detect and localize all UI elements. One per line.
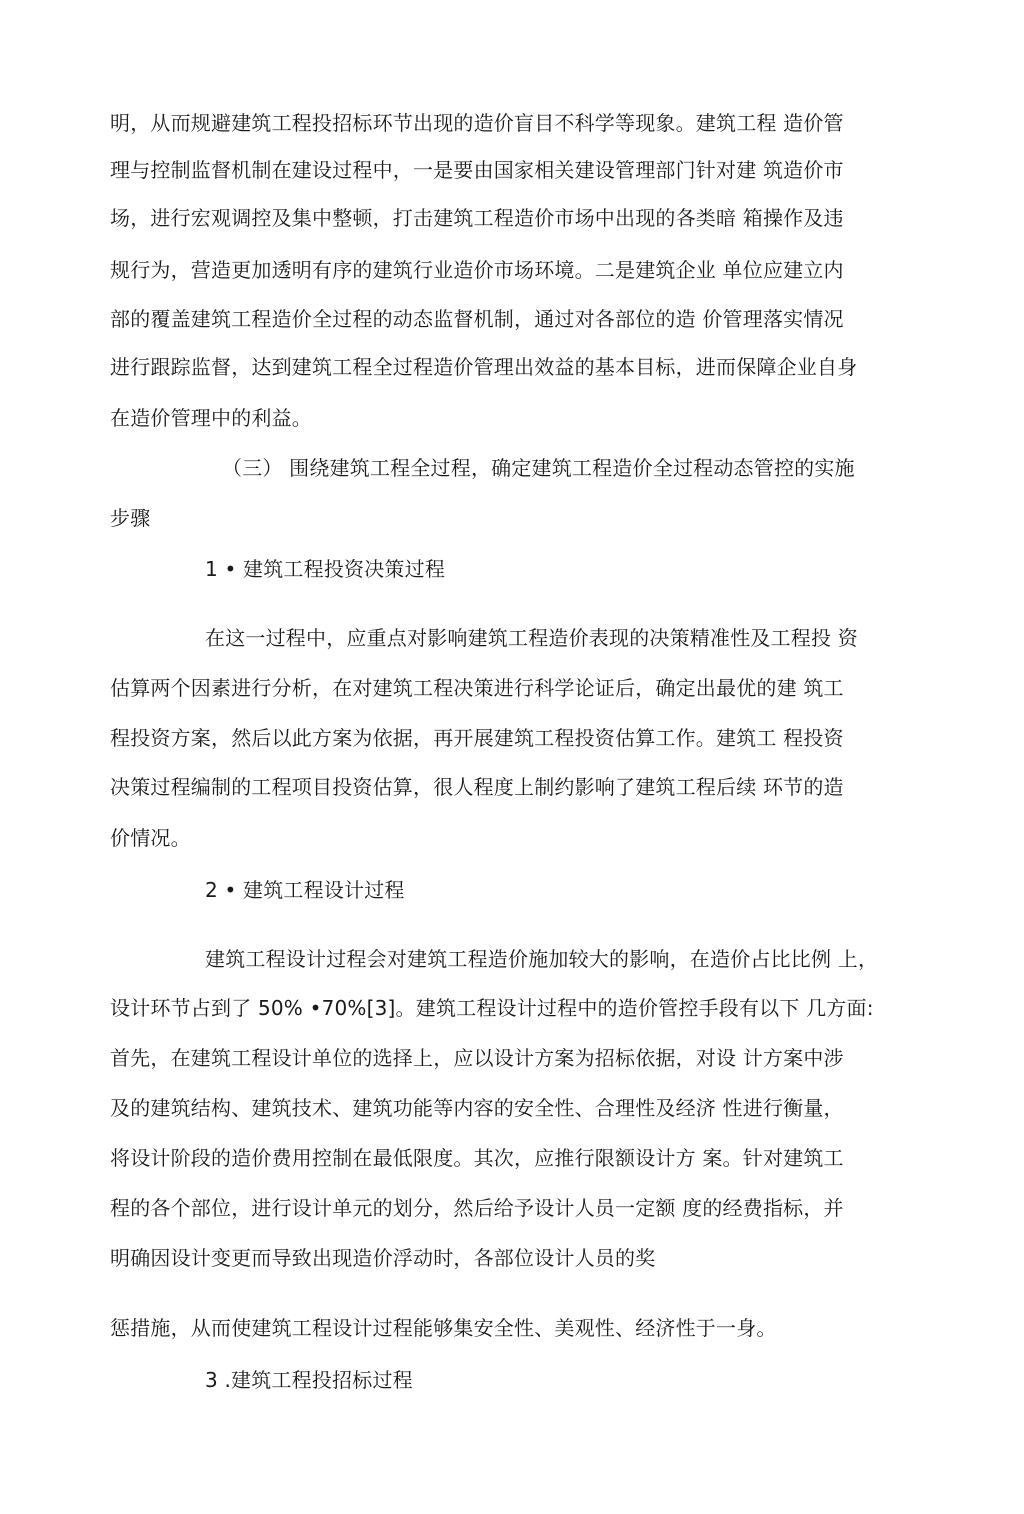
text-line: 设计环节占到了 50% •70%[3]。建筑工程设计过程中的造价管控手段有以下 几方面: — [110, 996, 874, 1020]
section-heading: （三） 围绕建筑工程全过程，确定建筑工程造价全过程动态管控的实施 — [222, 456, 855, 480]
text-line: 及的建筑结构、建筑技术、建筑功能等内容的安全性、合理性及经济 性进行衡量， — [110, 1096, 844, 1120]
subsection-heading: 3 .建筑工程投招标过程 — [205, 1368, 413, 1392]
text-line: 部的覆盖建筑工程造价全过程的动态监督机制，通过对各部位的造 价管理落实情况 — [110, 307, 844, 331]
text-line: 程投资方案，然后以此方案为依据，再开展建筑工程投资估算工作。建筑工 程投资 — [110, 726, 844, 750]
text-line: 明确因设计变更而导致出现造价浮动时，各部位设计人员的奖 — [110, 1246, 656, 1270]
subsection-heading: 2 • 建筑工程设计过程 — [205, 878, 405, 902]
section-heading-continuation: 步骤 — [110, 506, 151, 530]
text-line: 将设计阶段的造价费用控制在最低限度。其次，应推行限额设计方 案。针对建筑工 — [110, 1146, 844, 1170]
text-line: 理与控制监督机制在建设过程中，一是要由国家相关建设管理部门针对建 筑造价市 — [110, 158, 844, 182]
text-line: 进行跟踪监督，达到建筑工程全过程造价管理出效益的基本目标，进而保障企业自身 — [110, 355, 858, 379]
text-line: 场，进行宏观调控及集中整顿，打击建筑工程造价市场中出现的各类暗 箱操作及违 — [110, 206, 844, 230]
text-line: 规行为，营造更加透明有序的建筑行业造价市场环境。二是建筑企业 单位应建立内 — [110, 258, 844, 282]
text-line: 估算两个因素进行分析，在对建筑工程决策进行科学论证后，确定出最优的建 筑工 — [110, 676, 844, 700]
text-line: 建筑工程设计过程会对建筑工程造价施加较大的影响，在造价占比比例 上， — [205, 947, 879, 971]
text-line: 价情况。 — [110, 826, 191, 850]
text-line: 明，从而规避建筑工程投招标环节出现的造价盲目不科学等现象。建筑工程 造价管 — [110, 111, 844, 135]
text-line: 首先，在建筑工程设计单位的选择上，应以设计方案为招标依据，对设 计方案中涉 — [110, 1046, 844, 1070]
subsection-heading: 1 • 建筑工程投资决策过程 — [205, 557, 446, 581]
text-line: 决策过程编制的工程项目投资估算，很人程度上制约影响了建筑工程后续 环节的造 — [110, 775, 844, 799]
text-line: 惩措施，从而使建筑工程设计过程能够集安全性、美观性、经济性于一身。 — [110, 1316, 777, 1340]
text-line: 程的各个部位，进行设计单元的划分，然后给予设计人员一定额 度的经费指标，并 — [110, 1196, 844, 1220]
text-line: 在这一过程中，应重点对影响建筑工程造价表现的决策精准性及工程投 资 — [205, 626, 858, 650]
text-line: 在造价管理中的利益。 — [110, 406, 312, 430]
